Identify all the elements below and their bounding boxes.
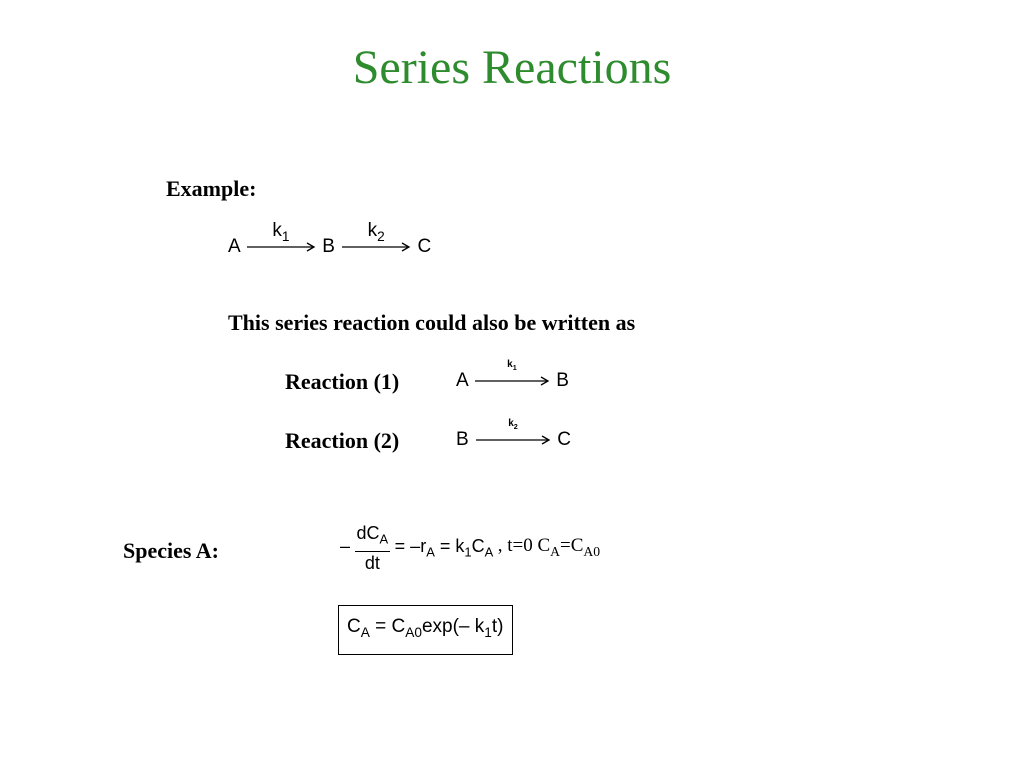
fraction-denominator: dt [364, 552, 380, 573]
minus-sign: – [340, 535, 351, 556]
reaction-1-label: Reaction (1) [285, 369, 400, 394]
right-arrow-icon [474, 434, 552, 446]
initial-condition: , t=0 $C_A=C_{A0}$ [497, 535, 601, 560]
reaction-1-equation [456, 359, 569, 392]
reaction-1-reactant: A [456, 370, 468, 391]
reaction-2-reactant: B [456, 429, 469, 450]
scheme-species-a: A [228, 236, 240, 257]
scheme-species-c: C [417, 236, 432, 257]
rate-fraction [355, 522, 391, 574]
reaction-2-arrow [474, 418, 552, 449]
fraction-numerator: $dC_A$ [355, 522, 391, 552]
reaction-2-label: Reaction (2) [285, 428, 400, 453]
reaction-1-product: B [556, 370, 569, 391]
reaction-scheme [228, 220, 432, 276]
scheme-k2-label: $k_2$ [367, 220, 385, 244]
example-heading: Example: [166, 176, 257, 201]
solution-box: $C_A = C_{A0}\exp(-$ $k_1t$) [338, 605, 513, 655]
right-arrow-icon [473, 375, 551, 387]
scheme-species-b: B [322, 236, 335, 257]
series-sentence: This series reaction could also be written as [228, 310, 636, 335]
reaction-2-k-label: $k_2$ [508, 418, 518, 431]
scheme-arrow-k2 [340, 220, 412, 256]
reaction-1-arrow [473, 359, 551, 390]
scheme-arrow-k1 [245, 220, 317, 256]
reaction-1-k-label: $k_1$ [507, 359, 517, 372]
reaction-2-product: C [557, 429, 571, 450]
slide-title: Series Reactions [352, 41, 672, 94]
rate-equation [340, 522, 600, 574]
rate-expression: = $-r_A = k_1C_A$ [394, 536, 494, 560]
species-a-heading: Species A: [123, 538, 219, 563]
reaction-2-equation [456, 418, 571, 451]
scheme-k1-label: $k_1$ [272, 220, 290, 244]
